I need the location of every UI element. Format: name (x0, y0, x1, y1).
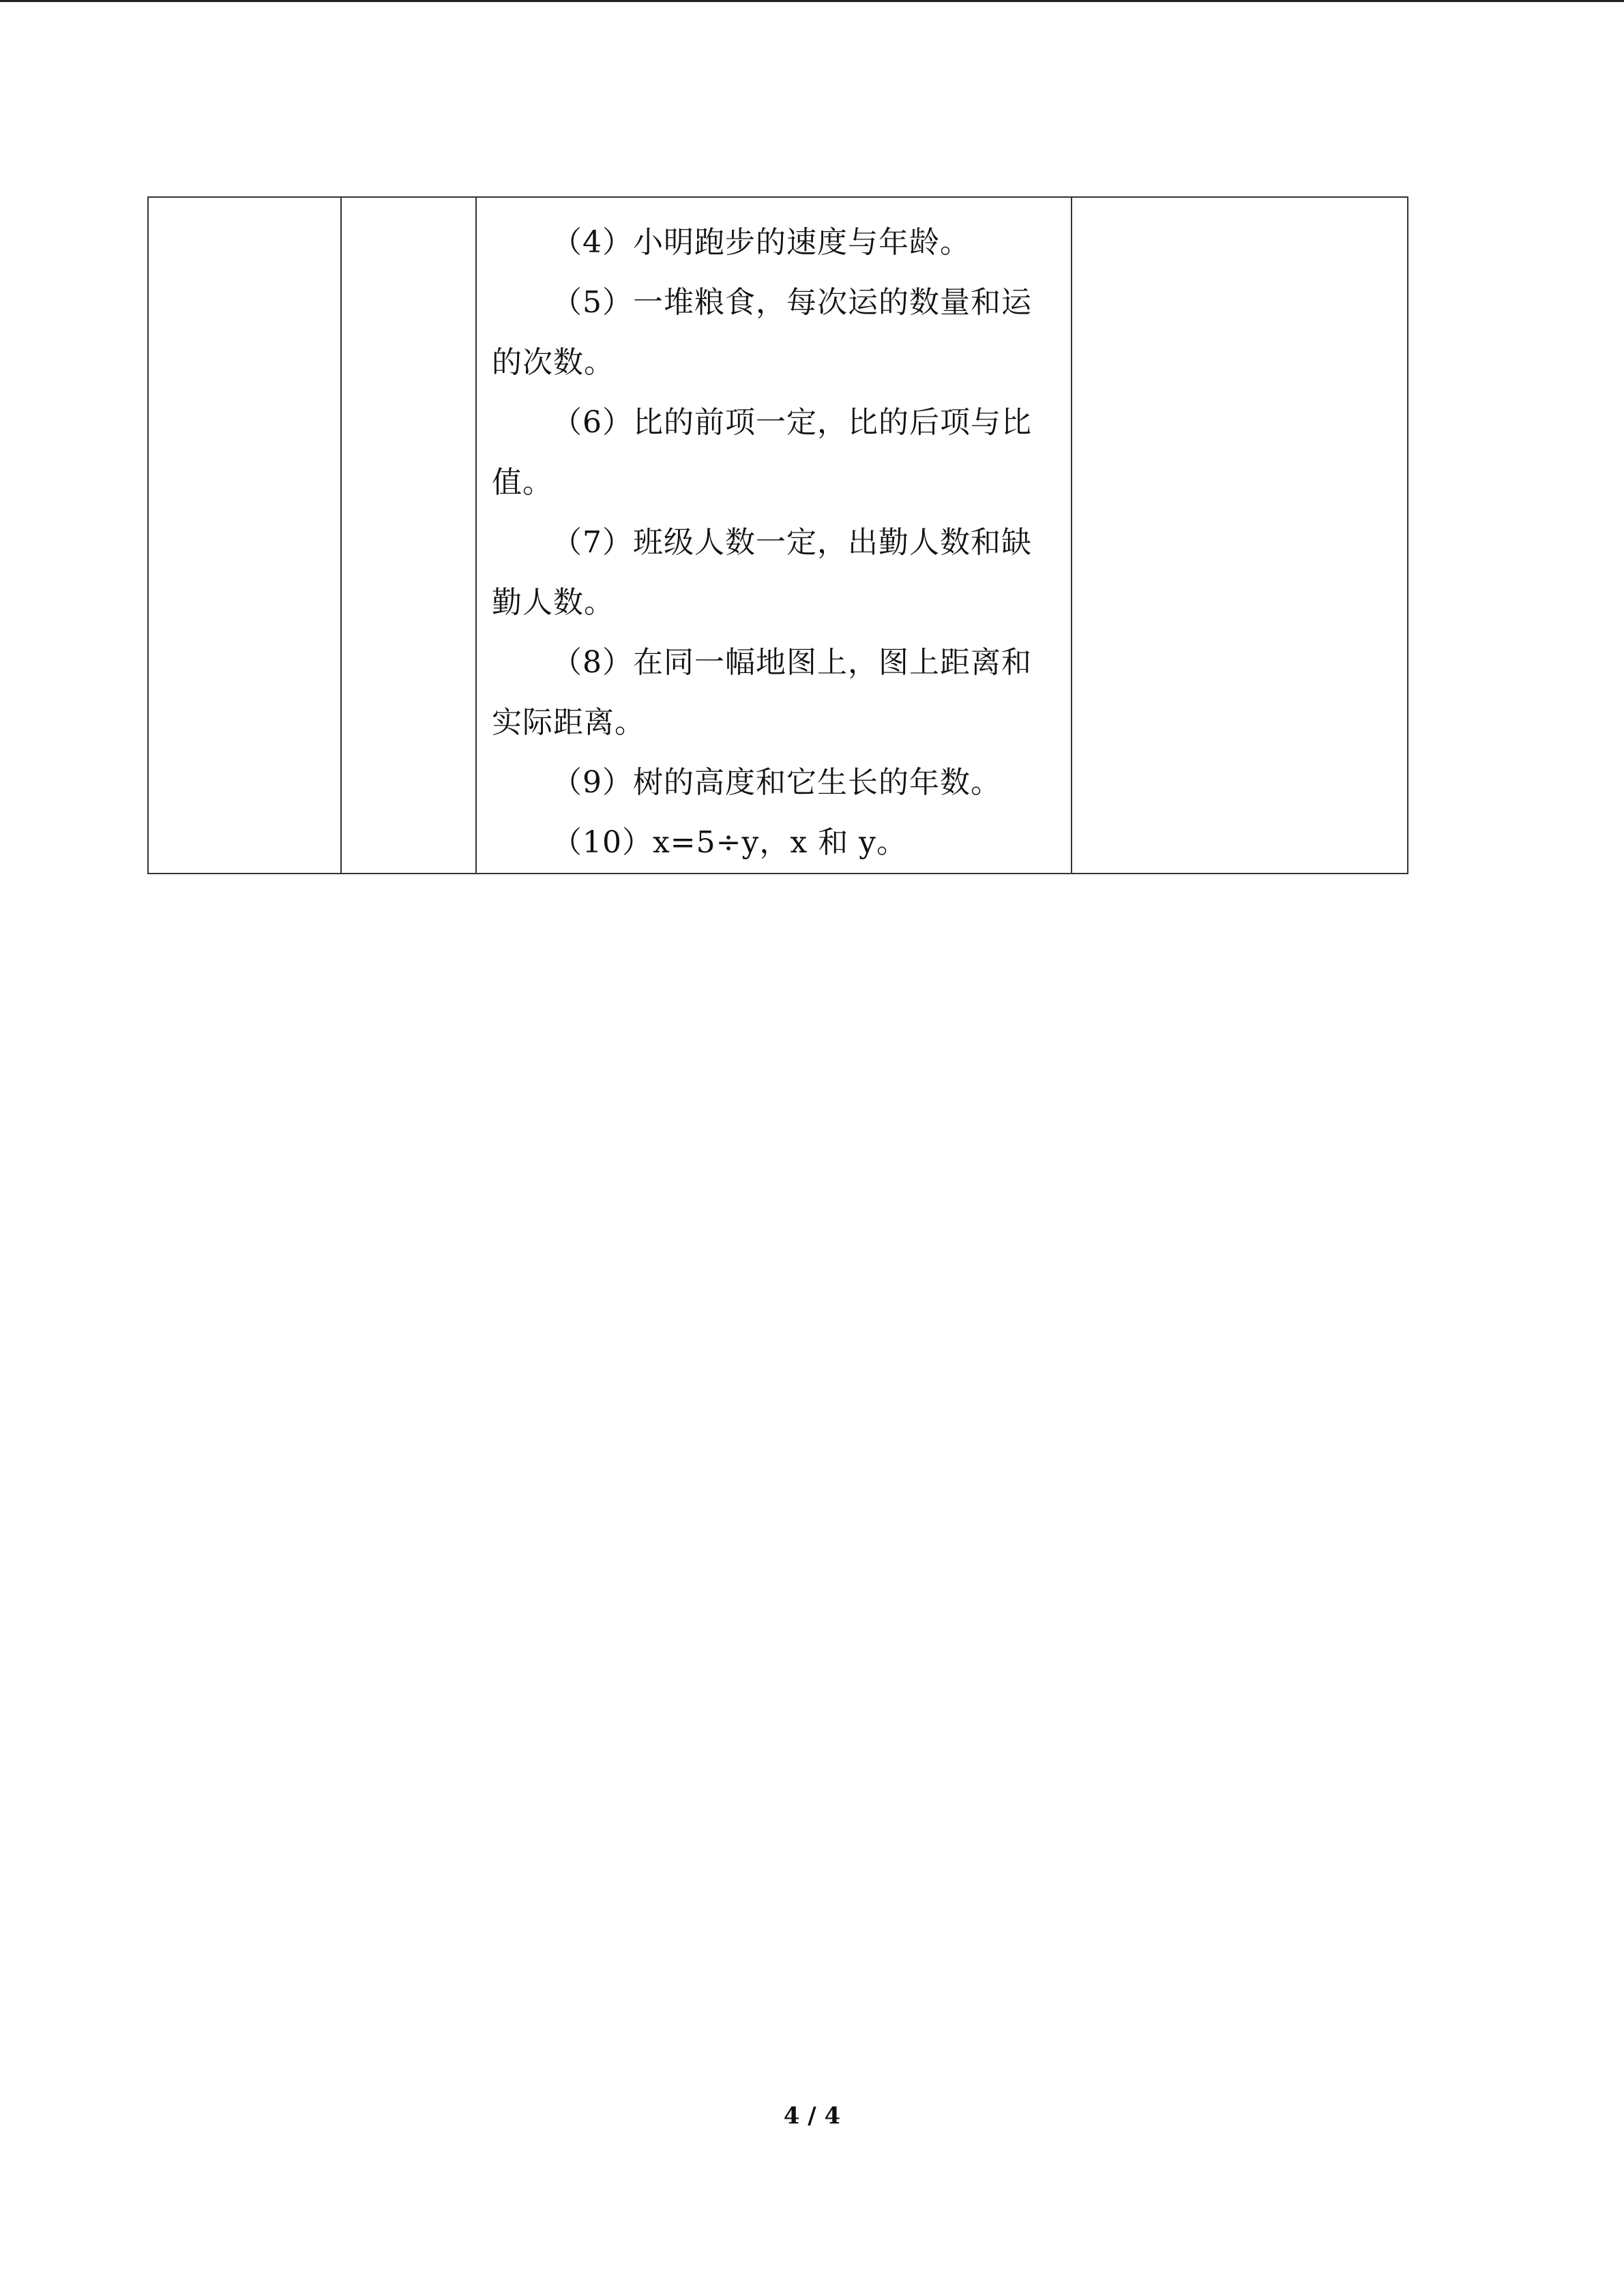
exercise-item-6: （6）比的前项一定，比的后项与比值。 (492, 405, 1032, 500)
table-row (148, 197, 1408, 874)
exercise-item-4: （4）小明跑步的速度与年龄。 (552, 225, 971, 260)
table-cell-empty-2 (341, 197, 476, 874)
exercise-item-5: （5）一堆粮食，每次运的数量和运的次数。 (492, 285, 1032, 380)
exercise-item-8: （8）在同一幅地图上，图上距离和实际距离。 (492, 645, 1032, 740)
table-cell-empty-4 (1072, 197, 1408, 874)
exercise-item-10: （10）x=5÷y，x 和 y。 (552, 825, 908, 860)
table-cell-exercise-items (476, 197, 1072, 874)
content-table (147, 196, 1408, 874)
exercise-item-9: （9）树的高度和它生长的年数。 (552, 765, 1001, 800)
table-cell-empty-1 (148, 197, 341, 874)
page-top-border (0, 0, 1624, 2)
exercise-item-7: （7）班级人数一定，出勤人数和缺勤人数。 (492, 525, 1032, 620)
page-number: 4 / 4 (783, 2102, 841, 2130)
